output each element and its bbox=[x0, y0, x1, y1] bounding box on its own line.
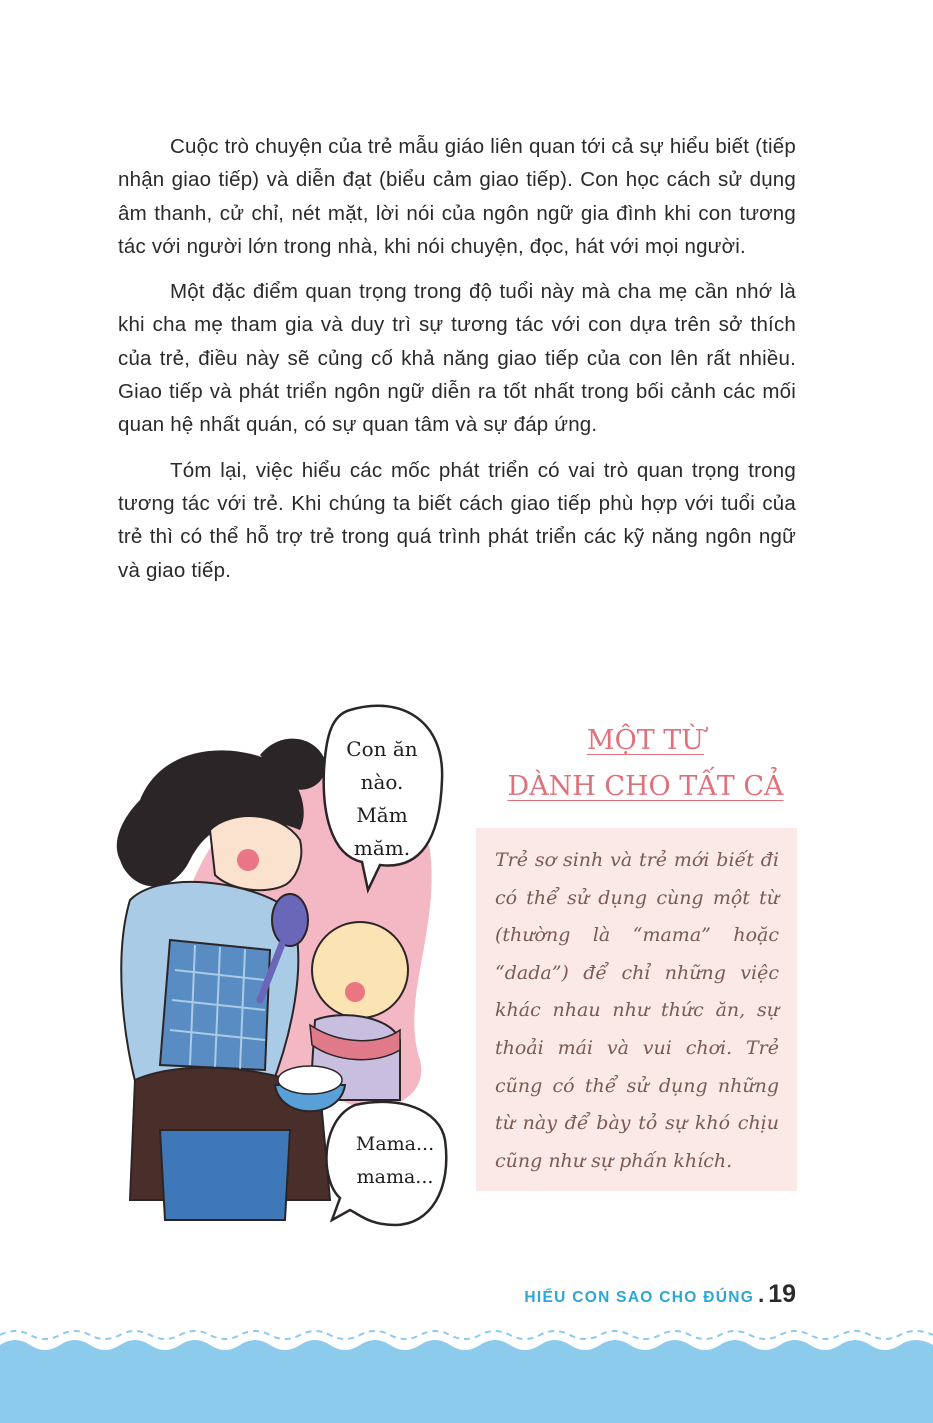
sidebar-note-box bbox=[476, 828, 797, 1191]
bubble-top-line-1: Con ăn bbox=[346, 737, 418, 761]
sidebar-title-line-1: MỘT TỪ bbox=[586, 725, 705, 756]
bubble-bottom-line-1: Mama... bbox=[355, 1133, 435, 1155]
page-footer bbox=[524, 1280, 796, 1309]
sidebar-title-line-2: DÀNH CHO TẤT CẢ bbox=[507, 771, 784, 802]
bubble-top-line-3: Măm bbox=[356, 803, 408, 827]
sidebar-title bbox=[478, 718, 813, 810]
footer-book-title: HIỂU CON SAO CHO ĐÚNG bbox=[524, 1289, 755, 1306]
speech-bubble-bottom-text bbox=[345, 1128, 445, 1194]
bubble-bottom-line-2: mama... bbox=[356, 1166, 434, 1188]
footer-wave-decoration bbox=[0, 1325, 933, 1423]
paragraph-2: Một đặc điểm quan trọng trong độ tuổi này mà cha mẹ cần nhớ là khi cha mẹ tham gia và duy trì sự tương tác với con dựa trên sở thích của trẻ, điều này sẽ củng cố khả năng giao tiếp của con lên rất nhiều. Giao tiếp và phát triển ngôn ngữ diễn ra tốt nhất trong bối cảnh các mối quan hệ nhất quán, có sự quan tâm và sự đáp ứng. bbox=[118, 280, 796, 437]
bubble-top-line-4: măm. bbox=[353, 836, 411, 860]
bubble-top-line-2: nào. bbox=[360, 770, 404, 794]
body-text bbox=[118, 130, 796, 599]
paragraph-3: Tóm lại, việc hiểu các mốc phát triển có vai trò quan trọng trong tương tác với trẻ. Khi chúng ta biết cách giao tiếp phù hợp với tuổi của trẻ thì có thể hỗ trợ trẻ trong quá trình phát triển các kỹ năng ngôn ngữ và giao tiếp. bbox=[118, 458, 796, 582]
speech-bubble-top-text bbox=[330, 733, 434, 865]
footer-separator: . bbox=[758, 1282, 765, 1307]
sidebar-note-text: Trẻ sơ sinh và trẻ mới biết đi có thể sử dụng cùng một từ (thường là “mama” hoặc “dada”) để chỉ những việc khác nhau như thức ăn, sự thoải mái và vui chơi. Trẻ cũng có thể sử dụng những từ này để bày tỏ sự khó chịu cũng như sự phấn khích. bbox=[495, 849, 779, 1172]
page-number: 19 bbox=[768, 1280, 796, 1308]
paragraph-1: Cuộc trò chuyện của trẻ mẫu giáo liên quan tới cả sự hiểu biết (tiếp nhận giao tiếp) và diễn đạt (biểu cảm giao tiếp). Con học cách sử dụng âm thanh, cử chỉ, nét mặt, lời nói của ngôn ngữ gia đình khi con tương tác với người lớn trong nhà, khi nói chuyện, đọc, hát với mọi người. bbox=[118, 135, 796, 258]
